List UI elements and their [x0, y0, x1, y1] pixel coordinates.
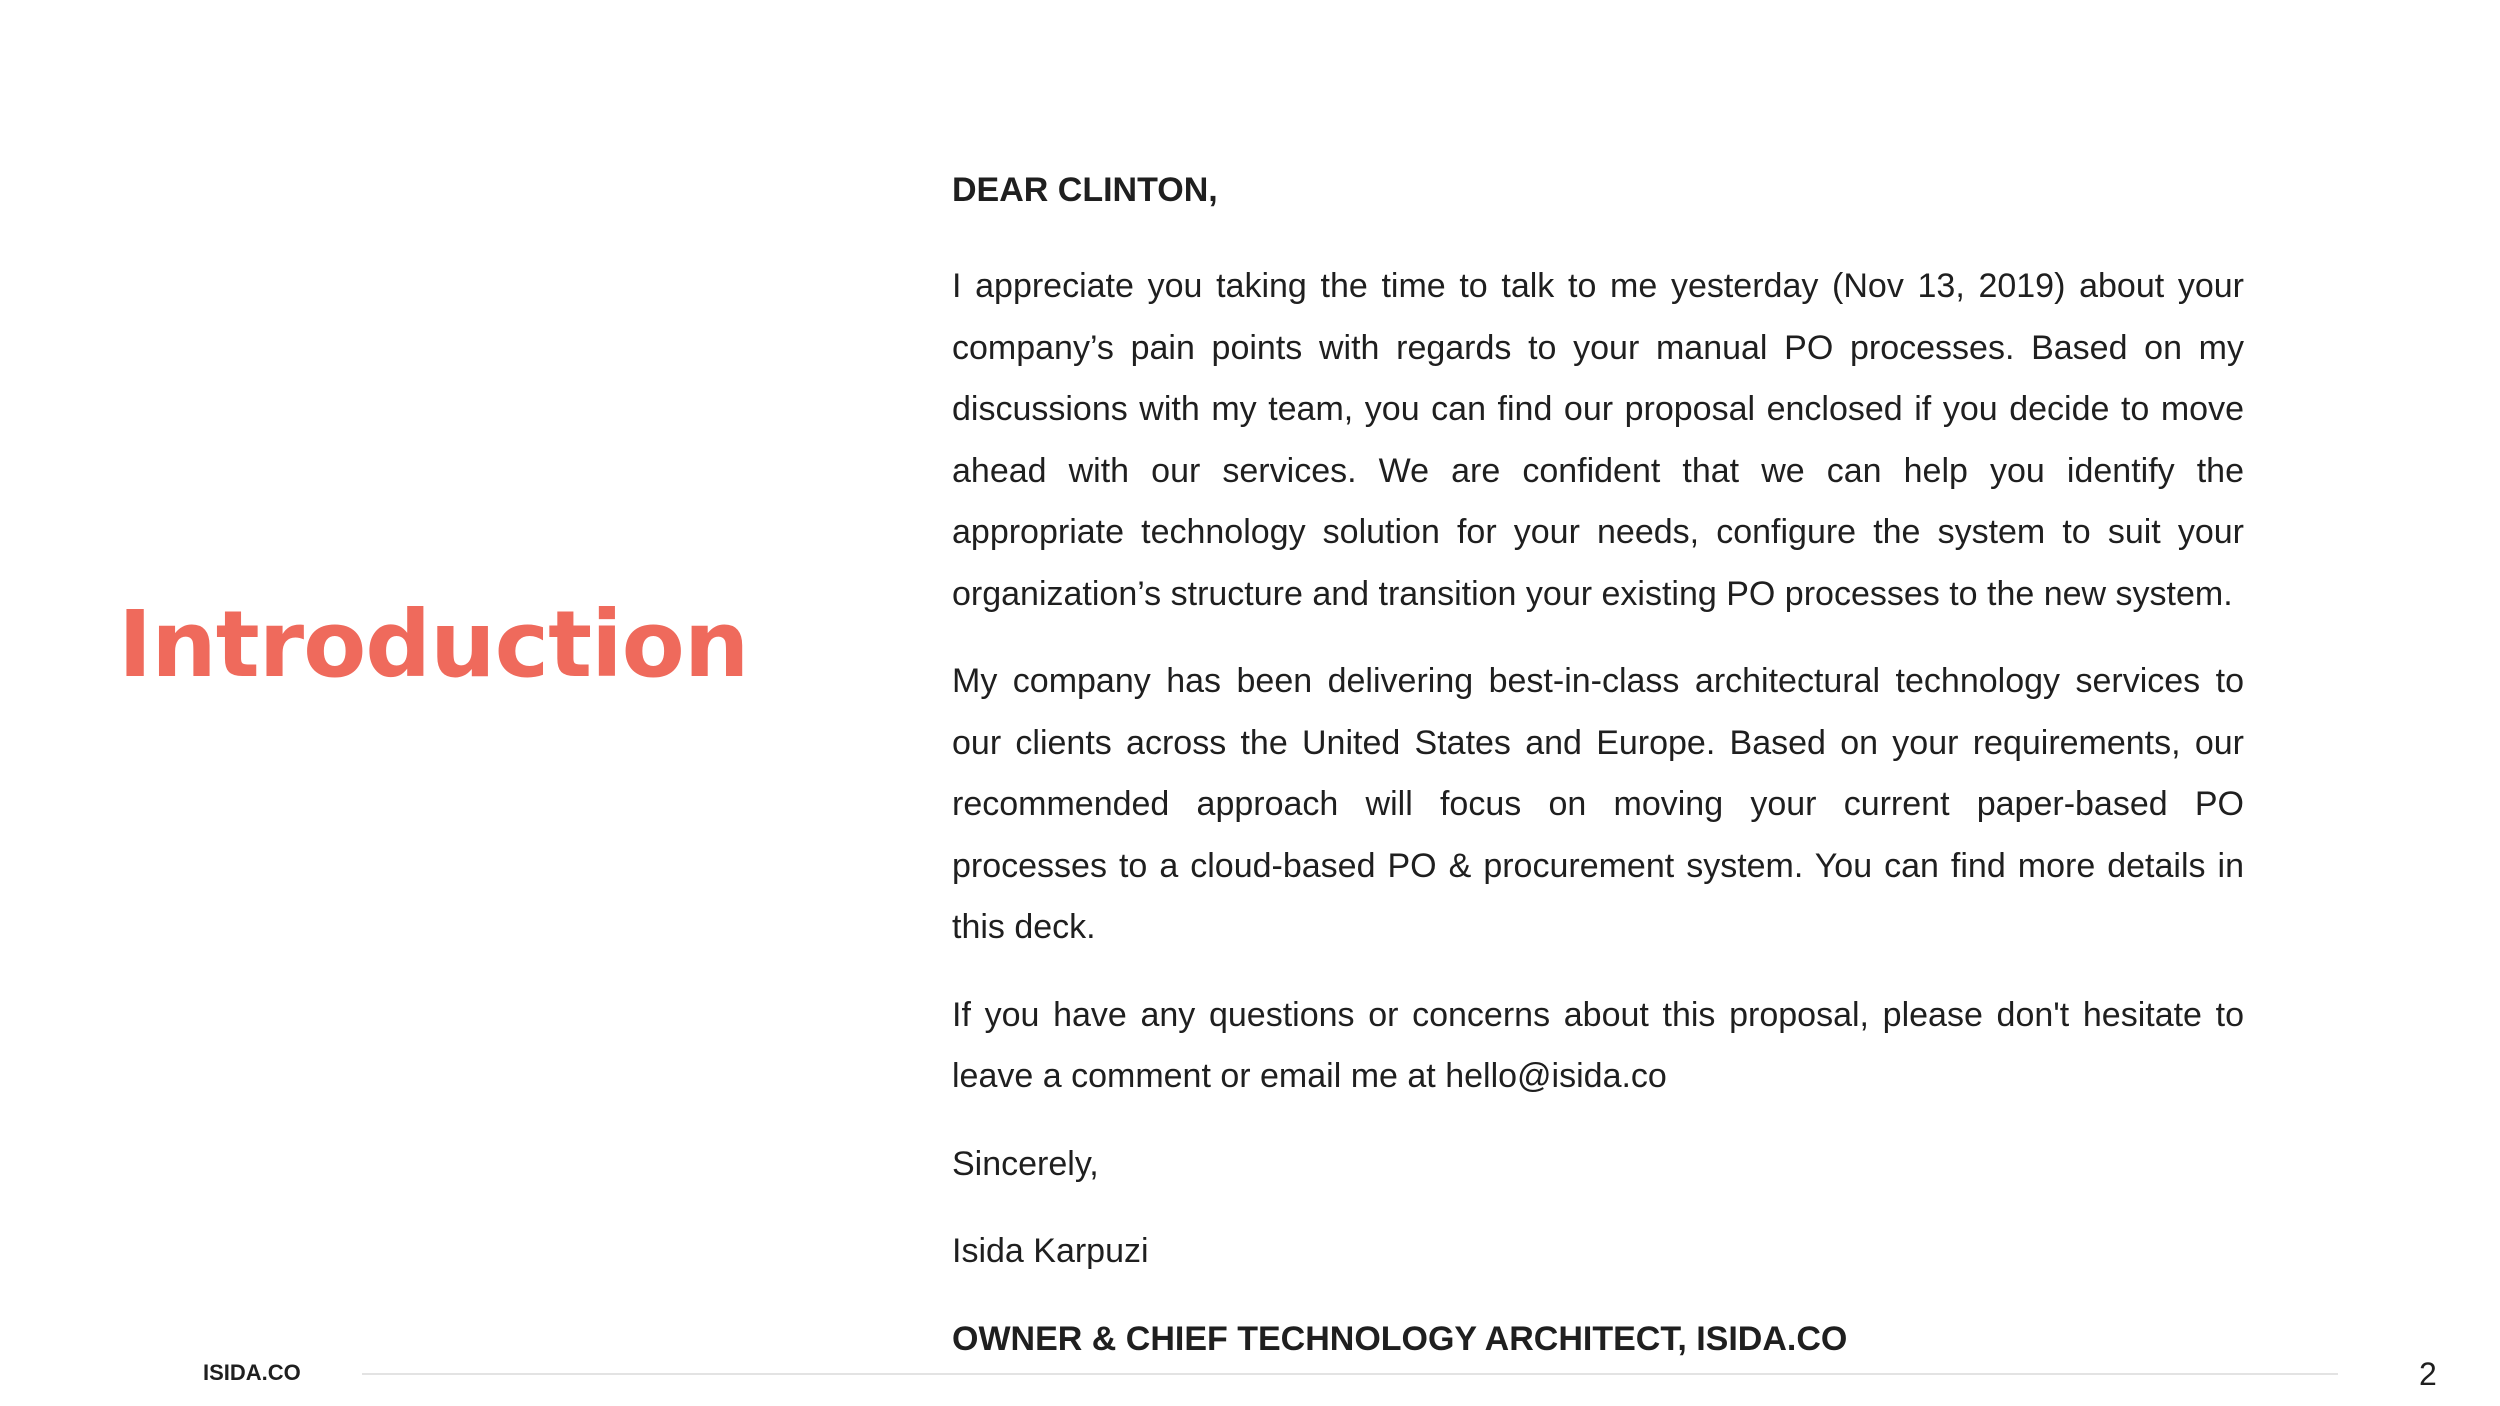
- page-number: 2: [2419, 1356, 2437, 1392]
- section-title: Introduction: [118, 591, 749, 698]
- footer-divider: [362, 1373, 2338, 1375]
- letter-body: [952, 160, 2244, 1370]
- letter-paragraph-3: If you have any questions or concerns about this proposal, please don't hesitate to leave a comment or email me at hello@isida.co: [952, 995, 2244, 1095]
- signer-title: OWNER & CHIEF TECHNOLOGY ARCHITECT, ISIDA.CO: [952, 1319, 1848, 1358]
- letter-paragraph-1: I appreciate you taking the time to talk to me yesterday (Nov 13, 2019) about your company’s pain points with regards to your manual PO processes. Based on my discussions with my team, you can find our proposal enclosed if you decide to move ahead with our services. We are confident that we can help you identify the appropriate technology solution for your needs, configure the system to suit your organization’s structure and transition your existing PO processes to the new system.: [952, 267, 2244, 613]
- signer-name: Isida Karpuzi: [952, 1232, 1149, 1270]
- letter-paragraph-2: My company has been delivering best-in-class architectural technology services to our clients across the United States and Europe. Based on your requirements, our recommended approach will focus on moving your current paper-based PO processes to a cloud-based PO & procurement system. You can find more details in this deck.: [952, 662, 2244, 946]
- letter-closing: Sincerely,: [952, 1144, 1099, 1183]
- letter-salutation: DEAR CLINTON,: [952, 171, 1218, 209]
- footer-brand: ISIDA.CO: [203, 1360, 301, 1385]
